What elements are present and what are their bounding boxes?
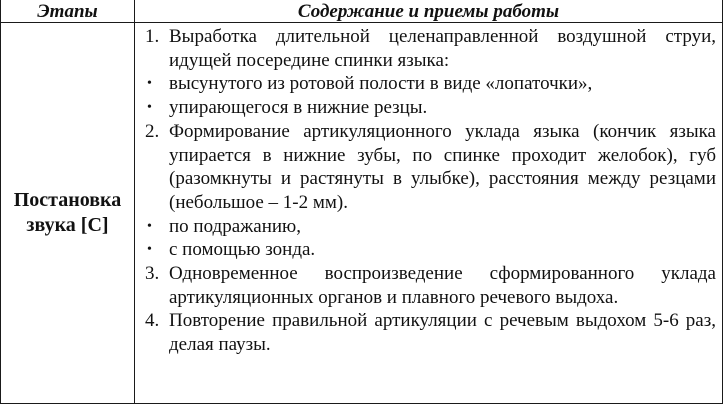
list-item-text: высунутого из ротовой полости в виде «лопаточки», <box>169 73 593 95</box>
list-number: 4. <box>145 310 160 332</box>
stage-label: Постановка звука [С] <box>1 23 135 404</box>
list-item-text: Выработка длительной целенаправленной воздушной струи, идущей посередине спинки языка: <box>169 26 716 71</box>
list-number: 2. <box>145 120 160 142</box>
table-row <box>1 23 723 404</box>
bullet-item <box>145 72 716 96</box>
list-number: 1. <box>145 26 160 47</box>
list-item-text: с помощью зонда. <box>169 239 316 261</box>
list-item-4 <box>145 309 716 356</box>
list-item-text: Повторение правильной артикуляции с речевым выдохом 5-6 раз, делая паузы. <box>169 310 716 356</box>
list-item-text: Формирование артикуляционного уклада языка (кончик языка упирается в нижние зубы, по спинке проходит желобок), губ (разомкнуты и растянуты в улыбке), расстояния между резцами (небольшое – 1-2 мм). <box>169 120 716 213</box>
bullet-item <box>145 96 716 120</box>
bullet-item <box>145 215 716 239</box>
list-item-text: по подражанию, <box>169 215 301 237</box>
list-item-text: упирающегося в нижние резцы. <box>169 97 428 119</box>
header-content: Содержание и приемы работы <box>135 0 723 23</box>
list-item-3 <box>145 262 716 309</box>
list-item-text: Одновременное воспроизведение сформированного уклада артикуляционных органов и плавного речевого выдоха. <box>169 263 716 308</box>
content-cell <box>135 23 723 404</box>
list-number: 3. <box>145 263 160 285</box>
table-header-row <box>1 0 723 23</box>
bullet-icon: • <box>147 242 152 258</box>
bullet-item <box>145 238 716 262</box>
list-item-2 <box>145 120 716 215</box>
header-stages: Этапы <box>1 0 135 23</box>
bullet-icon: • <box>147 218 152 234</box>
bullet-icon: • <box>147 100 152 116</box>
bullet-icon: • <box>147 76 152 92</box>
list-item-1 <box>145 25 716 72</box>
